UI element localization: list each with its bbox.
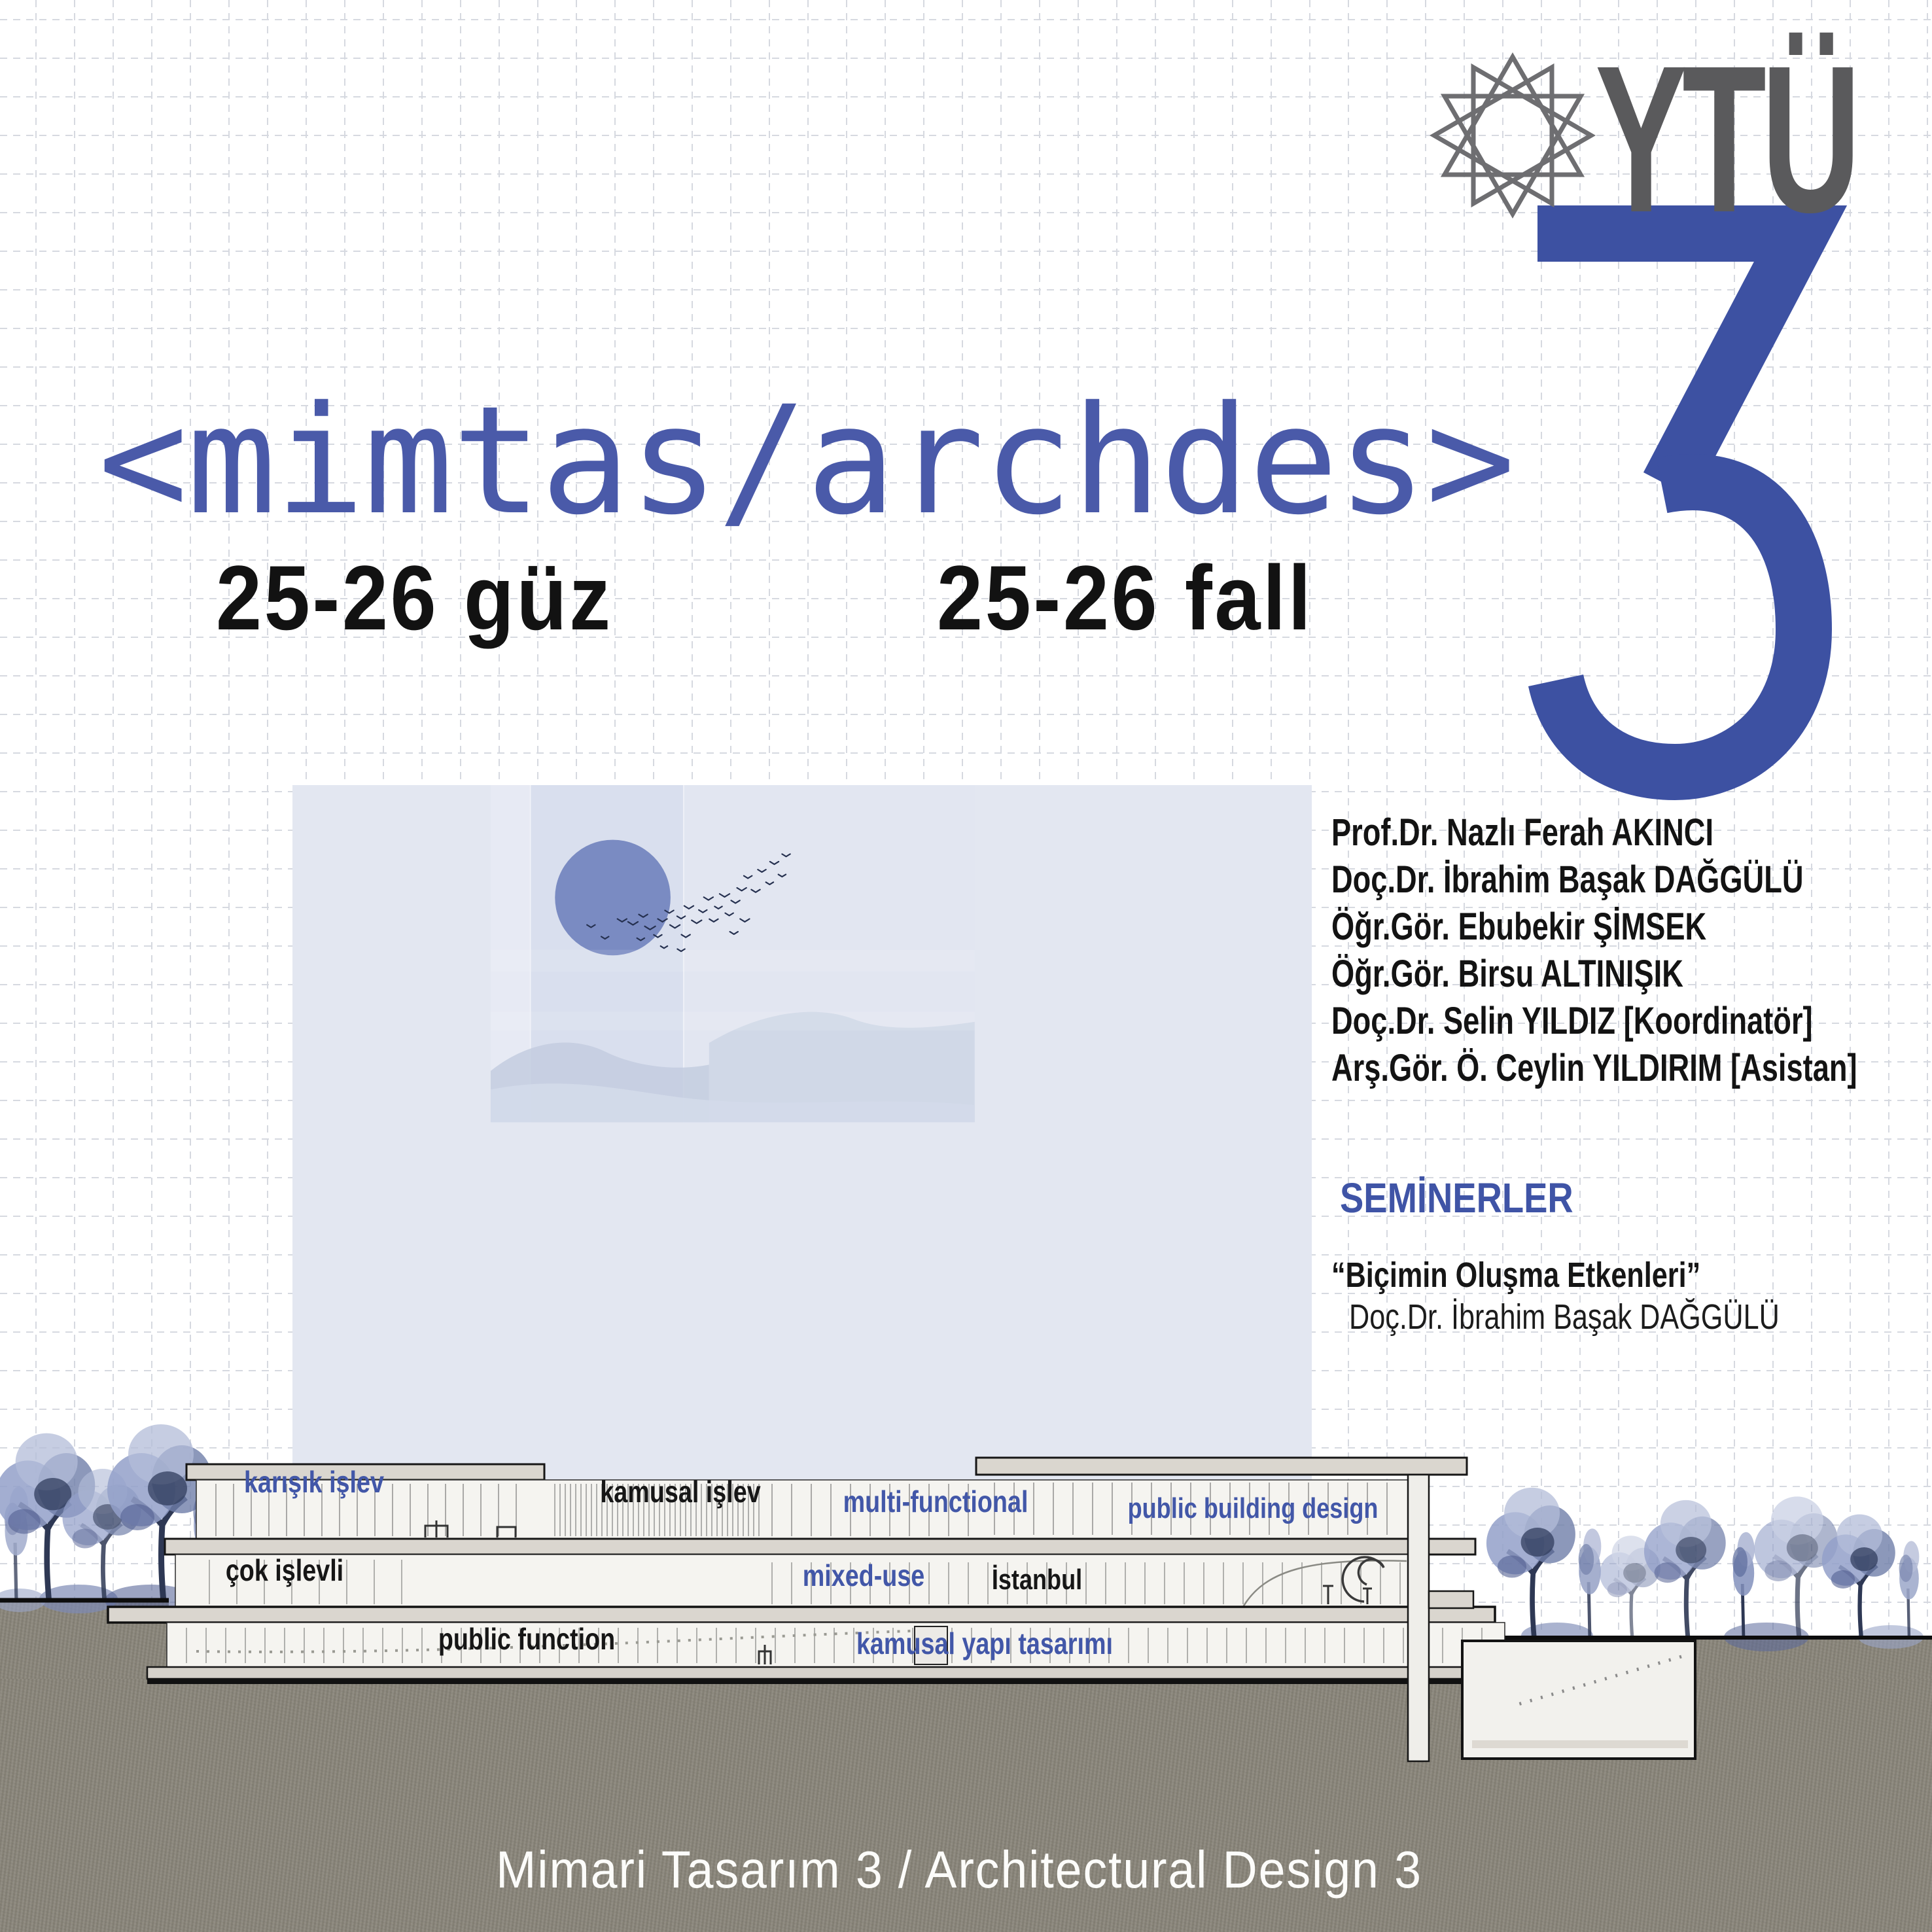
trees-right xyxy=(1475,1488,1932,1651)
seminar-talk-title: “Biçimin Oluşma Etkenleri” xyxy=(1331,1256,1701,1295)
instructor-row: Öğr.Gör. Birsu ALTINIŞIK xyxy=(1331,953,1683,995)
label-public-building-design: public building design xyxy=(1127,1492,1379,1524)
right-wing-ramp xyxy=(1462,1641,1695,1759)
big-number-3 xyxy=(0,0,1,1)
label-public-function: public function xyxy=(438,1622,616,1656)
instructor-row: Prof.Dr. Nazlı Ferah AKINCI xyxy=(1331,811,1714,854)
instructor-row: Arş.Gör. Ö. Ceylin YILDIRIM [Asistan] xyxy=(1331,1047,1857,1089)
label-istanbul: İstanbul xyxy=(991,1564,1083,1596)
instructor-list xyxy=(1331,809,1857,1092)
seminars-heading: SEMİNERLER xyxy=(1340,1174,1573,1221)
label-karisik-islev: karışık işlev xyxy=(244,1465,384,1499)
course-name-footer: Mimari Tasarım 3 / Architectural Design 3 xyxy=(496,1840,1422,1899)
label-mixed-use: mixed-use xyxy=(802,1558,925,1592)
label-kamusal-islev: kamusal işlev xyxy=(600,1475,761,1509)
term-turkish: 25-26 güz xyxy=(216,546,613,649)
instructor-row: Doç.Dr. İbrahim Başak DAĞGÜLÜ xyxy=(1331,858,1804,901)
seminar-speaker: Doç.Dr. İbrahim Başak DAĞGÜLÜ xyxy=(1349,1297,1780,1337)
term-english: 25-26 fall xyxy=(937,546,1314,649)
instructor-row: Öğr.Gör. Ebubekir ŞİMSEK xyxy=(1331,905,1707,948)
label-cok-islevli: çok işlevli xyxy=(225,1553,344,1587)
course-code-title: <mimtas/archdes> xyxy=(98,374,1515,548)
big-number-3-graphic xyxy=(1537,234,1804,772)
ytu-star-icon xyxy=(1434,57,1591,214)
instructor-row: Doç.Dr. Selin YILDIZ [Koordinatör] xyxy=(1331,1000,1813,1042)
ytu-logo-text: YTÜ xyxy=(1595,22,1856,256)
label-kamusal-yapi-tasarimi: kamusal yapı tasarımı xyxy=(856,1626,1114,1660)
label-multi-functional: multi-functional xyxy=(843,1484,1028,1519)
